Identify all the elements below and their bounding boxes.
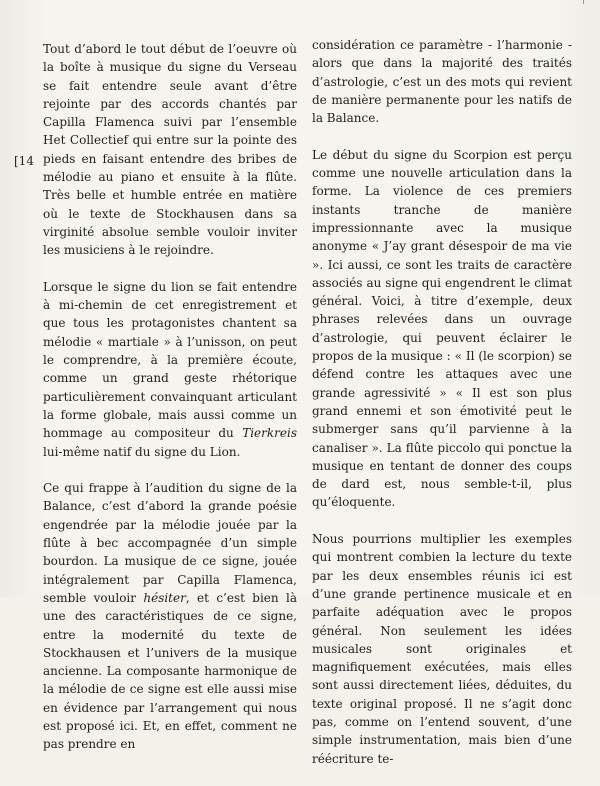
paragraph-scorpion: Le début du signe du Scorpion est perçu comme une nouvelle articulation dans la forme. La violence de ces premiers instants tranche de manière impressionnante avec la musique anonyme « J’ay grant désespoir de ma vie ». Ici aussi, ce sont les traits de caractère associés au signe qui engendrent le climat général. Voici, à titre d’exemple, deux phrases relevées dans un ouvrage d’astrologie, qui peuvent éclairer le propos de la musique : « Il (le scorpion) se défend contre les attaques avec une grande agressivité » « Il est son plus grand ennemi et son émotivité peut le submerger sans qu’il parvienne à la canaliser ». La flûte piccolo qui ponctue la musique en tentant de donner des coups de dard est, nous semble-t-il, plus qu’éloquente. <box>312 147 572 510</box>
right-column <box>312 36 572 786</box>
paragraph-exemples: Nous pourrions multiplier les exemples qui montrent combien la lecture du texte par les deux ensembles réunis ici est d’une grande pertinence musicale et en parfaite adéquation avec le propos général. Non seulement les idées musicales sont originales et magnifiquement exécutées, mais elles sont aussi directement liées, déduites, du texte original proposé. Il ne s’agit donc pas, comme on l’entend souvent, d’une simple instrumentation, mais bien d’une réécriture te- <box>312 532 572 766</box>
paragraph-balance-text-end: , et c’est bien là une des caractéristiques de ce signe, entre la modernité du texte de Stockhausen et l’univers de la musique ancienne. La composante harmonique de la mélodie de ce signe est elle aussi mise en évidence par l’arrangement qui nous est proposé ici. Et, en effet, comment ne pas prendre en <box>43 590 297 752</box>
page-corner-mark <box>583 0 594 4</box>
margin-marker: [14 <box>14 154 34 168</box>
italic-hesiter: hésiter <box>143 590 186 605</box>
paragraph-lion-text-end: lui-même natif du signe du Lion. <box>43 444 241 459</box>
italic-tierkreis: Tierkreis <box>242 426 297 441</box>
paragraph-intro: Tout d’abord le tout début de l’oeuvre où la boîte à musique du signe du Verseau se fait entendre seule avant d’être rejointe par des accords chantés par Capilla Flamenca suivi par l’ensemble Het Collectief qui entre sur la pointe des pieds en faisant entendre des bribes de mélodie au piano et ensuite à la flûte. Très belle et humble entrée en matière où le texte de Stockhausen dans sa virginité absolue semble vouloir inviter les musiciens à le rejoindre. <box>43 42 297 258</box>
paragraph-balance <box>43 479 297 753</box>
left-column <box>43 40 297 772</box>
paragraph-harmonie: considération ce paramètre - l’harmonie - alors que dans la majorité des traités d’astrologie, c’est un des mots qui revient de manière permanente pour les natifs de la Balance. <box>312 38 572 126</box>
paragraph-lion-text: Lorsque le signe du lion se fait entendre à mi-chemin de cet enregistrement et que tous les protagonistes chantent sa mélodie « martiale » à l’unisson, on peut le comprendre, à la première écoute, comme un grand geste rhétorique particulièrement convainquant articulant la forme globale, mais aussi comme un hommage au compositeur du <box>43 279 297 441</box>
paragraph-balance-text: Ce qui frappe à l’audition du signe de la Balance, c’est d’abord la grande poésie engendrée par la mélodie jouée par la flûte à bec accompagnée d’un simple bourdon. La musique de ce signe, jouée intégralement par Capilla Flamenca, semble vouloir <box>43 481 297 605</box>
paragraph-lion <box>43 278 297 461</box>
